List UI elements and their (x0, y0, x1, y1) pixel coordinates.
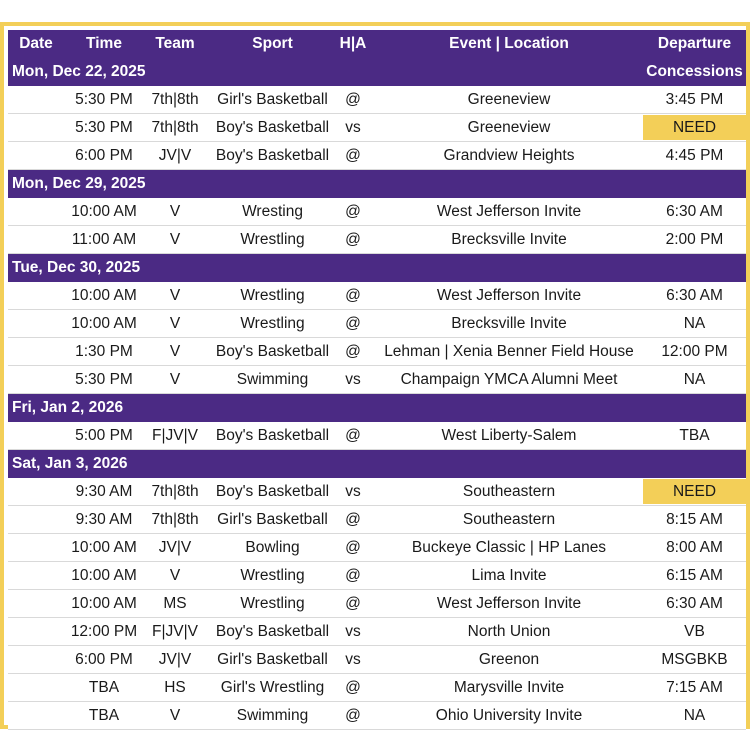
header-row (8, 30, 746, 58)
event-row (8, 702, 746, 730)
event-time: 5:00 PM (75, 426, 133, 444)
header-date: Date (19, 35, 53, 52)
event-team: 7th|8th (151, 118, 199, 136)
header-concessions: Concessions (646, 63, 743, 80)
event-time: 5:30 PM (75, 118, 133, 136)
event-row (8, 338, 746, 366)
event-home-away: @ (345, 594, 361, 612)
event-row (8, 198, 746, 226)
event-location: West Jefferson Invite (436, 594, 582, 612)
header-home-away: H|A (339, 35, 367, 52)
event-time: 6:00 PM (75, 650, 133, 668)
event-home-away: vs (345, 482, 361, 500)
event-departure: 3:45 PM (665, 90, 724, 108)
event-team: MS (163, 594, 187, 612)
event-location: Marysville Invite (453, 678, 565, 696)
event-time: 6:00 PM (75, 146, 133, 164)
event-sport: Girl's Basketball (217, 650, 328, 668)
event-home-away: @ (345, 286, 361, 304)
event-home-away: @ (345, 202, 361, 220)
event-sport: Wrestling (240, 594, 305, 612)
event-sport: Bowling (245, 538, 300, 556)
event-location: Grandview Heights (443, 146, 575, 164)
date-label: Fri, Jan 2, 2026 (12, 399, 124, 416)
event-home-away: @ (345, 146, 361, 164)
event-departure: 6:30 AM (666, 286, 723, 304)
concessions-need-badge: NEED (643, 479, 746, 504)
event-home-away: @ (345, 678, 361, 696)
event-home-away: @ (345, 566, 361, 584)
event-row (8, 282, 746, 310)
event-location: Brecksville Invite (451, 314, 567, 332)
event-team: V (169, 286, 181, 304)
event-team: V (169, 202, 181, 220)
event-time: 10:00 AM (71, 566, 137, 584)
event-time: 1:30 PM (75, 342, 133, 360)
event-sport: Boy's Basketball (215, 146, 330, 164)
event-departure: 6:30 AM (666, 594, 723, 612)
event-departure: NA (683, 314, 706, 332)
event-sport: Boy's Basketball (215, 622, 330, 640)
event-home-away: vs (345, 650, 361, 668)
event-team: V (169, 230, 181, 248)
event-location: West Jefferson Invite (436, 286, 582, 304)
event-home-away: @ (345, 90, 361, 108)
event-location: Greenon (478, 650, 540, 668)
event-departure: 2:00 PM (665, 230, 724, 248)
event-team: 7th|8th (151, 482, 199, 500)
header-event-location: Event | Location (449, 35, 569, 52)
event-time: TBA (88, 678, 120, 696)
event-time: 10:00 AM (71, 538, 137, 556)
event-row (8, 114, 746, 142)
event-departure: MSGBKB (661, 650, 728, 668)
event-home-away: @ (345, 538, 361, 556)
event-team: 7th|8th (151, 510, 199, 528)
date-label: Tue, Dec 30, 2025 (12, 259, 141, 276)
event-sport: Girl's Basketball (217, 510, 328, 528)
event-departure: TBA (679, 426, 710, 444)
event-sport: Wresting (242, 202, 303, 220)
event-time: 5:30 PM (75, 90, 133, 108)
event-time: 9:30 AM (75, 510, 133, 528)
event-departure: 6:30 AM (666, 202, 723, 220)
event-sport: Boy's Basketball (215, 482, 330, 500)
event-time: 9:30 AM (75, 482, 133, 500)
event-row (8, 142, 746, 170)
event-sport: Boy's Basketball (215, 342, 330, 360)
event-team: JV|V (158, 650, 192, 668)
event-location: Southeastern (462, 482, 556, 500)
event-sport: Swimming (236, 706, 309, 724)
event-sport: Boy's Basketball (215, 118, 330, 136)
event-location: West Liberty-Salem (441, 426, 577, 444)
event-location: Greeneview (467, 118, 551, 136)
event-home-away: @ (345, 510, 361, 528)
event-row (8, 478, 746, 506)
event-departure: 7:15 AM (666, 678, 723, 696)
event-time: 10:00 AM (71, 314, 137, 332)
event-time: 12:00 PM (70, 622, 138, 640)
event-home-away: vs (345, 370, 361, 388)
event-home-away: @ (345, 314, 361, 332)
event-row (8, 562, 746, 590)
event-departure: NA (683, 370, 706, 388)
event-team: V (169, 706, 181, 724)
event-team: V (169, 314, 181, 332)
event-row (8, 646, 746, 674)
event-location: Brecksville Invite (451, 230, 567, 248)
event-departure: VB (684, 622, 705, 640)
event-sport: Wrestling (240, 286, 305, 304)
date-label: Mon, Dec 22, 2025 (12, 63, 146, 80)
event-row (8, 506, 746, 534)
event-time: 10:00 AM (71, 594, 137, 612)
event-departure: 6:15 AM (666, 566, 723, 584)
event-sport: Wrestling (240, 314, 305, 332)
event-team: V (169, 370, 181, 388)
event-row (8, 366, 746, 394)
event-location: Greeneview (467, 90, 551, 108)
event-row (8, 310, 746, 338)
date-header-row (8, 394, 746, 422)
event-row (8, 590, 746, 618)
event-time: 5:30 PM (75, 370, 133, 388)
event-sport: Girl's Wrestling (220, 678, 325, 696)
event-home-away: vs (345, 118, 361, 136)
event-time: 11:00 AM (71, 230, 137, 248)
event-home-away: vs (345, 622, 361, 640)
event-team: HS (164, 678, 186, 696)
event-row (8, 618, 746, 646)
event-team: F|JV|V (152, 426, 198, 444)
date-label: Mon, Dec 29, 2025 (12, 175, 146, 192)
concessions-need-badge: NEED (643, 115, 746, 140)
event-sport: Boy's Basketball (215, 426, 330, 444)
event-home-away: @ (345, 426, 361, 444)
event-team: JV|V (158, 538, 192, 556)
event-sport: Wrestling (240, 230, 305, 248)
event-team: V (169, 566, 181, 584)
date-label: Sat, Jan 3, 2026 (12, 455, 128, 472)
date-header-row (8, 254, 746, 282)
event-departure: 4:45 PM (665, 146, 724, 164)
event-sport: Swimming (236, 370, 309, 388)
date-header-row (8, 170, 746, 198)
event-row (8, 226, 746, 254)
event-departure: 8:00 AM (666, 538, 723, 556)
schedule-grid (8, 30, 746, 730)
date-header-row (8, 58, 746, 86)
event-row (8, 86, 746, 114)
event-home-away: @ (345, 230, 361, 248)
schedule-table (0, 22, 750, 729)
event-location: North Union (467, 622, 551, 640)
event-location: Southeastern (462, 510, 556, 528)
header-team: Team (155, 35, 195, 52)
event-departure: 8:15 AM (666, 510, 723, 528)
event-time: 10:00 AM (71, 286, 137, 304)
event-home-away: @ (345, 706, 361, 724)
header-departure: Departure (657, 35, 732, 52)
event-time: TBA (88, 706, 120, 724)
event-location: Lehman | Xenia Benner Field House (384, 342, 634, 360)
event-departure: 12:00 PM (661, 342, 728, 360)
event-row (8, 674, 746, 702)
event-sport: Girl's Basketball (217, 90, 328, 108)
event-time: 10:00 AM (71, 202, 137, 220)
event-team: JV|V (158, 146, 192, 164)
event-location: Lima Invite (471, 566, 547, 584)
event-row (8, 422, 746, 450)
event-team: 7th|8th (151, 90, 199, 108)
event-sport: Wrestling (240, 566, 305, 584)
event-departure: NA (683, 706, 706, 724)
header-sport: Sport (252, 35, 293, 52)
event-team: F|JV|V (152, 622, 198, 640)
event-row (8, 534, 746, 562)
event-location: West Jefferson Invite (436, 202, 582, 220)
event-location: Ohio University Invite (435, 706, 583, 724)
event-home-away: @ (345, 342, 361, 360)
event-team: V (169, 342, 181, 360)
event-location: Buckeye Classic | HP Lanes (411, 538, 607, 556)
event-location: Champaign YMCA Alumni Meet (400, 370, 618, 388)
date-header-row (8, 450, 746, 478)
header-time: Time (86, 35, 122, 52)
